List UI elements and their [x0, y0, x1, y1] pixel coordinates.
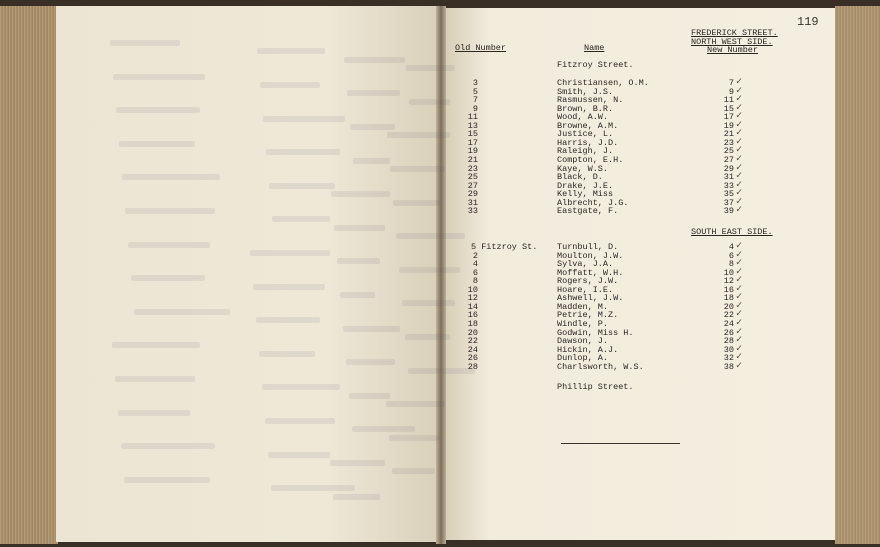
old-number-cell: 33 — [467, 206, 478, 217]
checkmark-icon: ✓ — [736, 343, 743, 355]
section-title: SOUTH EAST SIDE. — [691, 227, 773, 237]
side-heading: NORTH WEST SIDE. — [691, 37, 773, 47]
name-cell: Justice, L. — [557, 129, 614, 140]
checkmark-icon: ✓ — [736, 102, 743, 114]
checkmark-icon: ✓ — [736, 188, 743, 200]
checkmark-icon: ✓ — [736, 85, 743, 97]
old-number-cell: 19 — [467, 146, 478, 157]
book-gutter — [436, 6, 446, 544]
checkmark-icon: ✓ — [736, 326, 743, 338]
old-number-cell: 29 — [467, 189, 478, 200]
old-number-cell: 21 — [467, 154, 478, 165]
name-cell: Black, D. — [557, 172, 603, 183]
signature-line — [561, 443, 680, 444]
new-number-cell: 7 — [728, 78, 734, 88]
right-page-edges — [835, 6, 880, 544]
old-number-cell: 10 — [467, 284, 478, 295]
new-number-cell: 21 — [723, 129, 734, 140]
name-cell: Moffatt, W.H. — [557, 267, 624, 278]
name-cell: Eastgate, F. — [557, 206, 619, 217]
name-cell: Charlsworth, W.S. — [557, 361, 644, 372]
new-number-cell: 6 — [728, 250, 734, 261]
checkmark-icon: ✓ — [736, 171, 743, 183]
old-number-cell: 13 — [467, 120, 478, 131]
checkmark-icon: ✓ — [736, 128, 743, 140]
name-cell: Rasmussen, N. — [557, 95, 624, 106]
old-number-cell: 17 — [467, 137, 478, 148]
name-cell: Hoare, I.E. — [557, 284, 614, 295]
new-number-cell: 22 — [723, 310, 734, 321]
name-cell: Rogers, J.W. — [557, 276, 619, 287]
street-heading: FREDERICK STREET. — [691, 28, 778, 38]
old-number-cell: 28 — [467, 361, 478, 372]
name-cell: Kaye, W.S. — [557, 163, 609, 174]
name-cell: Harris, J.D. — [557, 137, 619, 148]
page-number: 119 — [797, 15, 819, 29]
old-number-cell: 6 — [472, 267, 478, 278]
old-number-cell: 31 — [467, 197, 478, 208]
name-cell: Albrecht, J.G. — [557, 197, 629, 208]
name-cell: Sylva, J.A. — [557, 259, 614, 270]
name-cell: Smith, J.S. — [557, 86, 614, 97]
new-number-cell: 10 — [723, 267, 734, 278]
checkmark-icon: ✓ — [736, 119, 743, 131]
checkmark-icon: ✓ — [736, 153, 743, 165]
new-number-cell: 38 — [723, 361, 734, 372]
new-number-cell: 20 — [723, 301, 734, 312]
old-number-cell: 2 — [472, 250, 478, 261]
checkmark-icon: ✓ — [736, 241, 743, 252]
checkmark-icon: ✓ — [736, 136, 743, 148]
old-number-cell: 14 — [467, 301, 478, 312]
name-cell: Windle, P. — [557, 318, 609, 329]
new-number-cell: 32 — [723, 353, 734, 364]
new-number-cell: 11 — [723, 95, 734, 106]
left-page-edges — [0, 6, 58, 544]
old-number-cell: 3 — [472, 78, 478, 88]
new-number-cell: 9 — [728, 86, 734, 97]
new-number-cell: 25 — [723, 146, 734, 157]
checkmark-icon: ✓ — [736, 77, 743, 88]
name-cell: Kelly, Miss — [557, 189, 614, 200]
new-number-cell: 15 — [723, 103, 734, 114]
old-number-cell: 4 — [472, 259, 478, 270]
checkmark-icon: ✓ — [736, 266, 743, 278]
new-number-cell: 18 — [723, 293, 734, 304]
column-header-new-number: New Number — [707, 45, 759, 55]
column-header-old-number: Old Number — [455, 43, 507, 53]
old-number-cell: 5 — [472, 86, 478, 97]
name-cell: Petrie, M.Z. — [557, 310, 619, 321]
old-number-cell: 26 — [467, 353, 478, 364]
new-number-cell: 33 — [723, 180, 734, 191]
new-number-cell: 30 — [723, 344, 734, 355]
new-number-cell: 35 — [723, 189, 734, 200]
old-number-cell: 16 — [467, 310, 478, 321]
name-cell: Ashwell, J.W. — [557, 293, 624, 304]
name-cell: Dunlop, A. — [557, 353, 609, 364]
name-cell: Drake, J.E. — [557, 180, 614, 191]
checkmark-icon: ✓ — [736, 309, 743, 321]
old-number-cell: 24 — [467, 344, 478, 355]
checkmark-icon: ✓ — [736, 352, 743, 364]
new-number-cell: 24 — [723, 318, 734, 329]
old-number-cell: 20 — [467, 327, 478, 338]
checkmark-icon: ✓ — [736, 162, 743, 174]
section-title: Fitzroy Street. — [557, 60, 634, 70]
checkmark-icon: ✓ — [736, 145, 743, 157]
checkmark-icon: ✓ — [736, 300, 743, 312]
old-number-cell: 25 — [467, 172, 478, 183]
checkmark-icon: ✓ — [736, 283, 743, 295]
checkmark-icon: ✓ — [736, 258, 743, 270]
new-number-cell: 27 — [723, 154, 734, 165]
checkmark-icon: ✓ — [736, 317, 743, 329]
new-number-cell: 19 — [723, 120, 734, 131]
name-cell: Turnbull, D. — [557, 242, 619, 252]
name-cell: Raleigh, J. — [557, 146, 614, 157]
name-cell: Brown, B.R. — [557, 103, 614, 114]
checkmark-icon: ✓ — [736, 335, 743, 347]
new-number-cell: 37 — [723, 197, 734, 208]
old-number-cell: 5 Fitzroy St. — [471, 242, 538, 252]
column-header-name: Name — [584, 43, 605, 53]
new-number-cell: 26 — [723, 327, 734, 338]
left-page — [56, 6, 440, 542]
checkmark-icon: ✓ — [736, 111, 743, 123]
new-number-cell: 28 — [723, 336, 734, 347]
checkmark-icon: ✓ — [736, 275, 743, 287]
old-number-cell: 18 — [467, 318, 478, 329]
old-number-cell: 27 — [467, 180, 478, 191]
old-number-cell: 22 — [467, 336, 478, 347]
old-number-cell: 15 — [467, 129, 478, 140]
new-number-cell: 12 — [723, 276, 734, 287]
old-number-cell: 9 — [472, 103, 478, 114]
name-cell: Moulton, J.W. — [557, 250, 624, 261]
checkmark-icon: ✓ — [736, 196, 743, 208]
checkmark-icon: ✓ — [736, 205, 743, 217]
name-cell: Compton, E.H. — [557, 154, 624, 165]
new-number-cell: 29 — [723, 163, 734, 174]
old-number-cell: 11 — [467, 112, 478, 123]
name-cell: Browne, A.M. — [557, 120, 619, 131]
name-cell: Hickin, A.J. — [557, 344, 619, 355]
name-cell: Dawson, J. — [557, 336, 609, 347]
old-number-cell: 7 — [472, 95, 478, 106]
checkmark-icon: ✓ — [736, 249, 743, 261]
name-cell: Wood, A.W. — [557, 112, 609, 123]
name-cell: Madden, M. — [557, 301, 609, 312]
old-number-cell: 8 — [472, 276, 478, 287]
old-number-cell: 23 — [467, 163, 478, 174]
new-number-cell: 39 — [723, 206, 734, 217]
section-title: Phillip Street. — [557, 382, 634, 392]
new-number-cell: 31 — [723, 172, 734, 183]
name-cell: Christiansen, O.M. — [557, 78, 649, 88]
old-number-cell: 12 — [467, 293, 478, 304]
new-number-cell: 17 — [723, 112, 734, 123]
new-number-cell: 16 — [723, 284, 734, 295]
new-number-cell: 4 — [728, 242, 734, 252]
new-number-cell: 23 — [723, 137, 734, 148]
name-cell: Godwin, Miss H. — [557, 327, 634, 338]
checkmark-icon: ✓ — [736, 179, 743, 191]
checkmark-icon: ✓ — [736, 292, 743, 304]
new-number-cell: 8 — [728, 259, 734, 270]
checkmark-icon: ✓ — [736, 360, 743, 372]
checkmark-icon: ✓ — [736, 94, 743, 106]
